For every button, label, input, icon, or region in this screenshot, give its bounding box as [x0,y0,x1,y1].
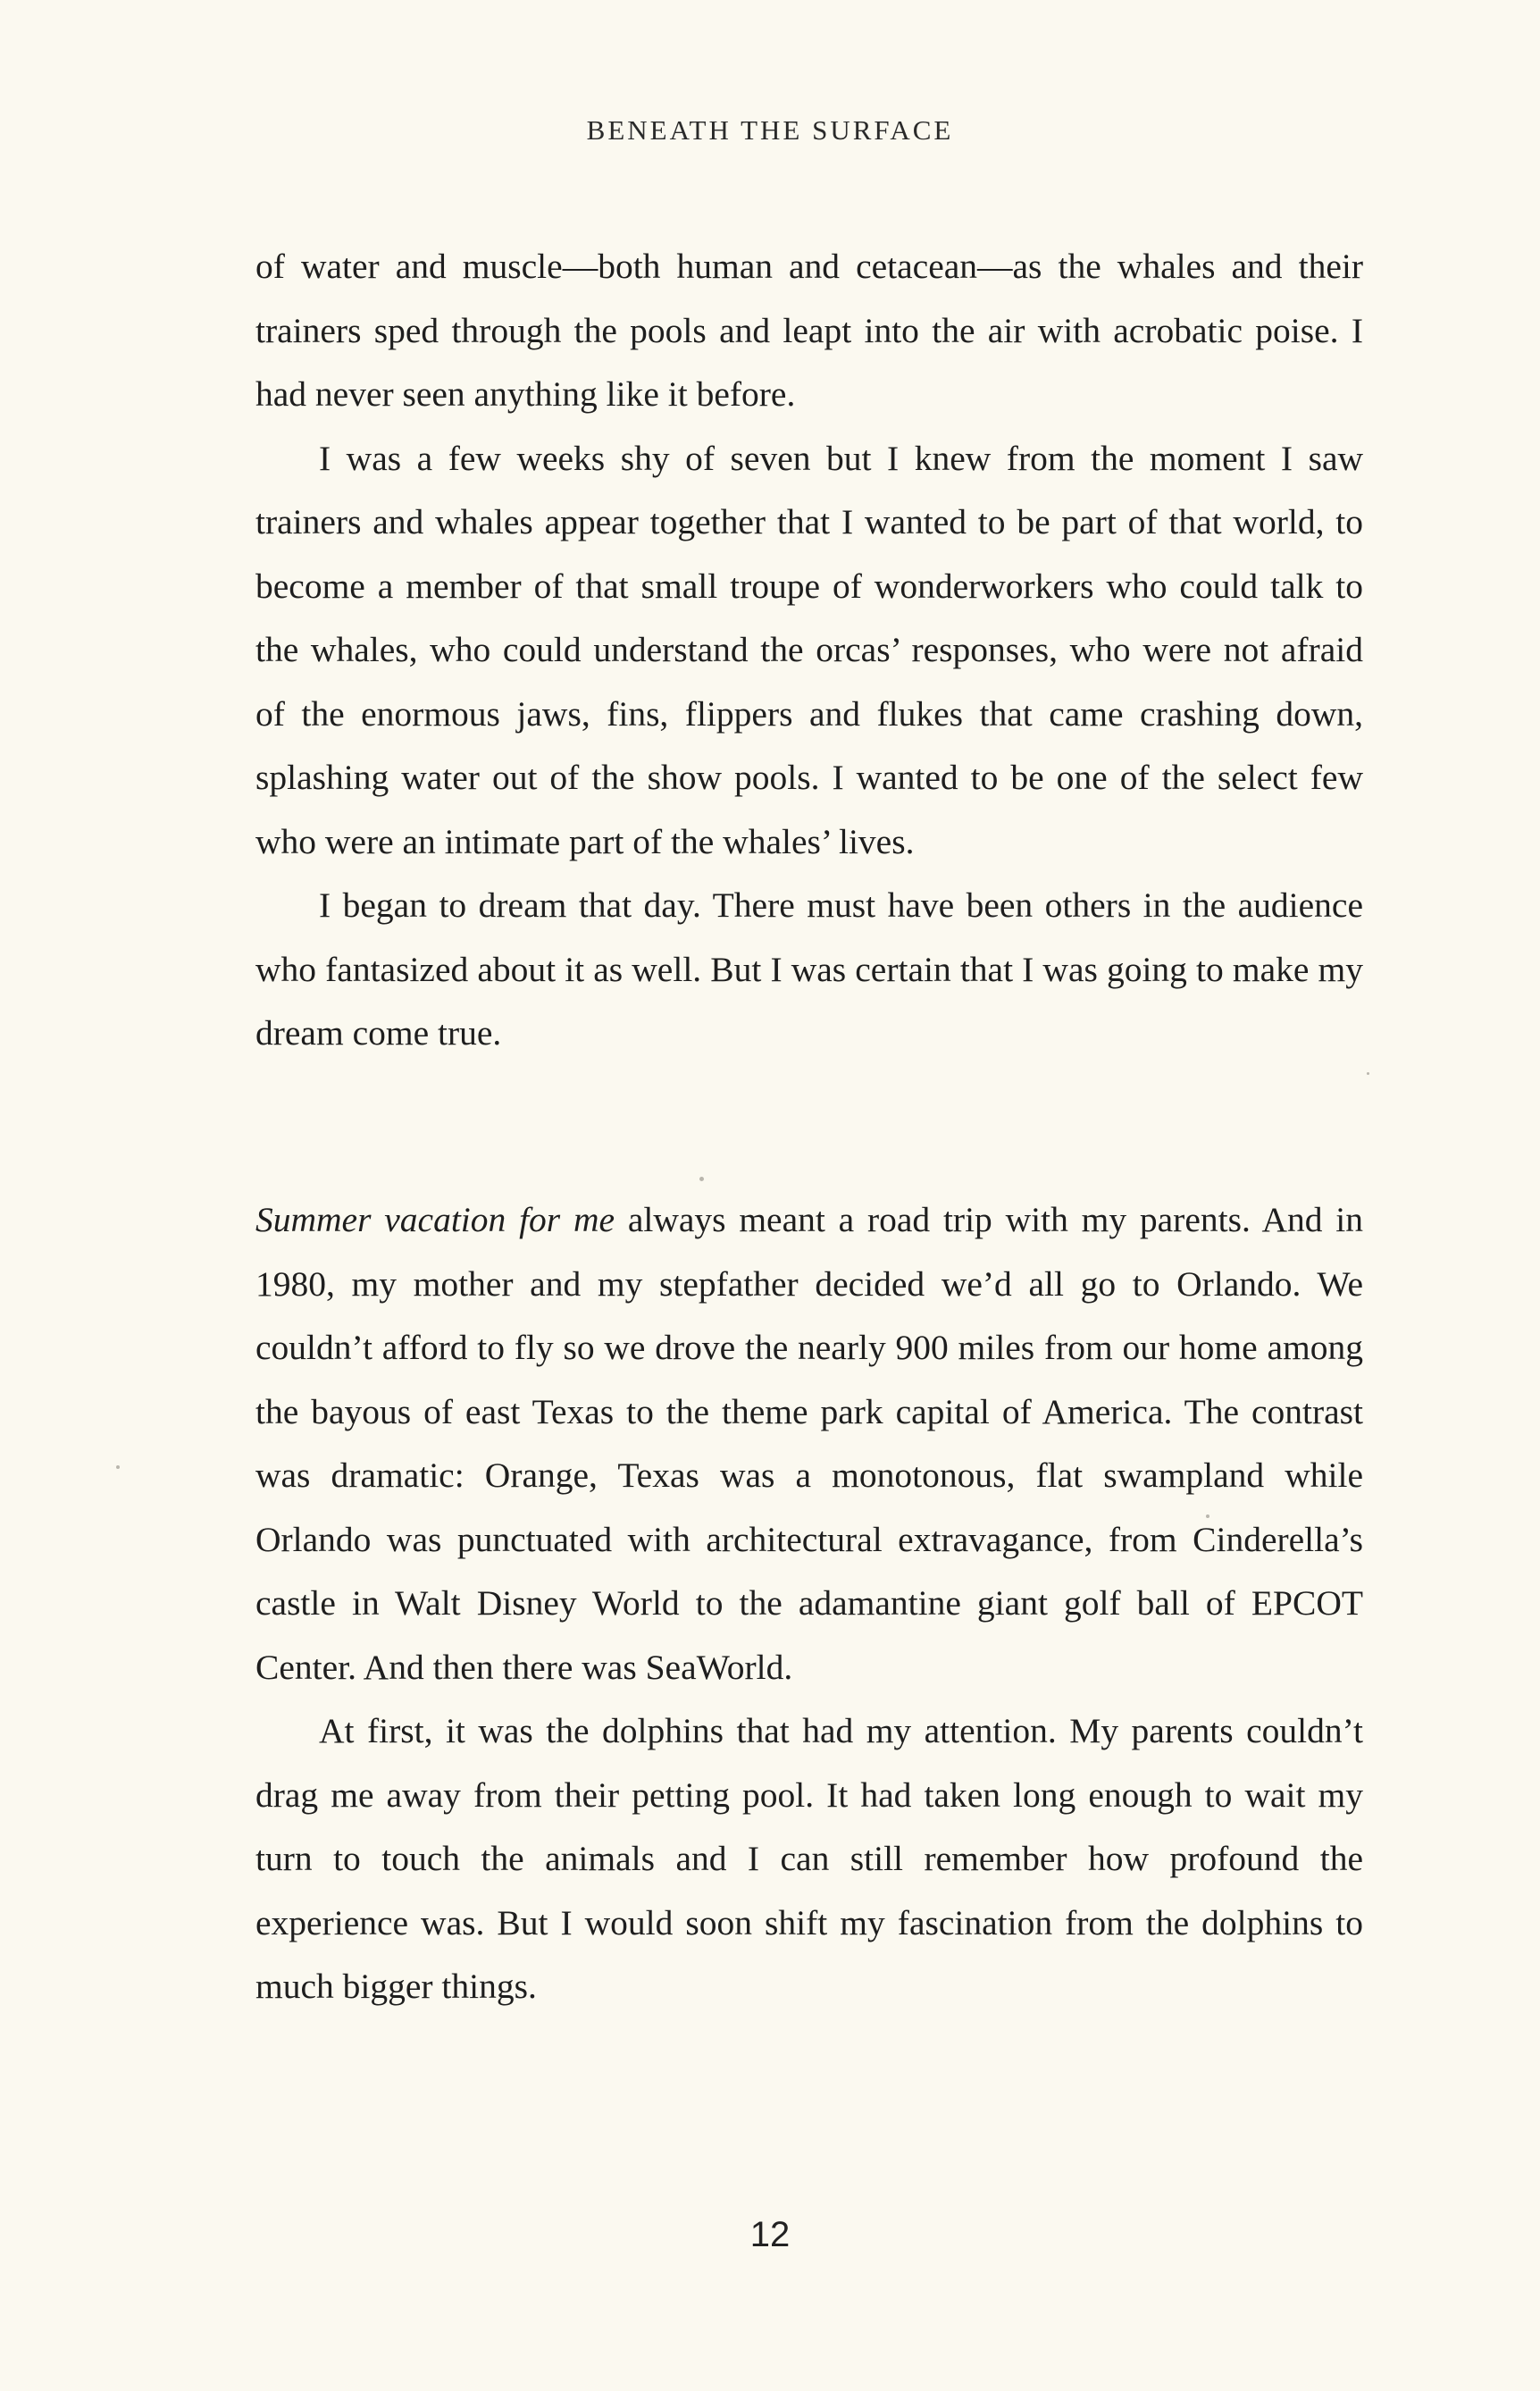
paragraph: At first, it was the dolphins that had my attention. My parents couldn’t drag me away from their petting pool. It had taken long enough to wait my turn to touch the animals and I can still remember how profound the experience was. But I would soon shift my fascination from the dolphins to much bigger things. [255,1711,1363,2006]
paragraph-continued: of water and muscle—both human and cetacean—as the whales and their trainers sped through the pools and leapt into the air with acrobatic poise. I had never seen anything like it before. [255,247,1363,414]
italic-lead-in: Summer vacation for me [255,1200,615,1239]
section-opening-paragraph [255,1188,1363,1699]
running-head: BENEATH THE SURFACE [586,114,954,146]
text-section-2 [255,1188,1363,2019]
paragraph-body: always meant a road trip with my parents. And in 1980, my mother and my stepfather decided we’d all go to Orlando. We couldn’t afford to fly so we drove the nearly 900 miles from our home among the bayous of east Texas to the theme park capital of America. The contrast was dramatic: Orange, Texas was a monotonous, flat swampland while Orlando was punctuated with architectural extravagance, from Cinderella’s castle in Walt Disney World to the adamantine giant golf ball of EPCOT Center. And then there was SeaWorld. [255,1200,1364,1687]
scan-speck [116,1465,120,1469]
text-section-1 [255,235,1363,1066]
paragraph: I was a few weeks shy of seven but I knew from the moment I saw trainers and whales appear together that I wanted to be part of that world, to become a member of that small troupe of wonderworkers who could talk to the whales, who could understand the orcas’ responses, who were not afraid of the enormous jaws, fins, flippers and flukes that came crashing down, splashing water out of the show pools. I wanted to be one of the select few who were an intimate part of the whales’ lives. [255,438,1363,861]
page-number: 12 [749,2215,791,2254]
paragraph: I began to dream that day. There must have been others in the audience who fantasized about it as well. But I was certain that I was going to make my dream come true. [255,885,1363,1053]
scan-speck [1206,1514,1209,1518]
scan-speck [699,1177,704,1181]
scan-speck [1367,1072,1369,1075]
